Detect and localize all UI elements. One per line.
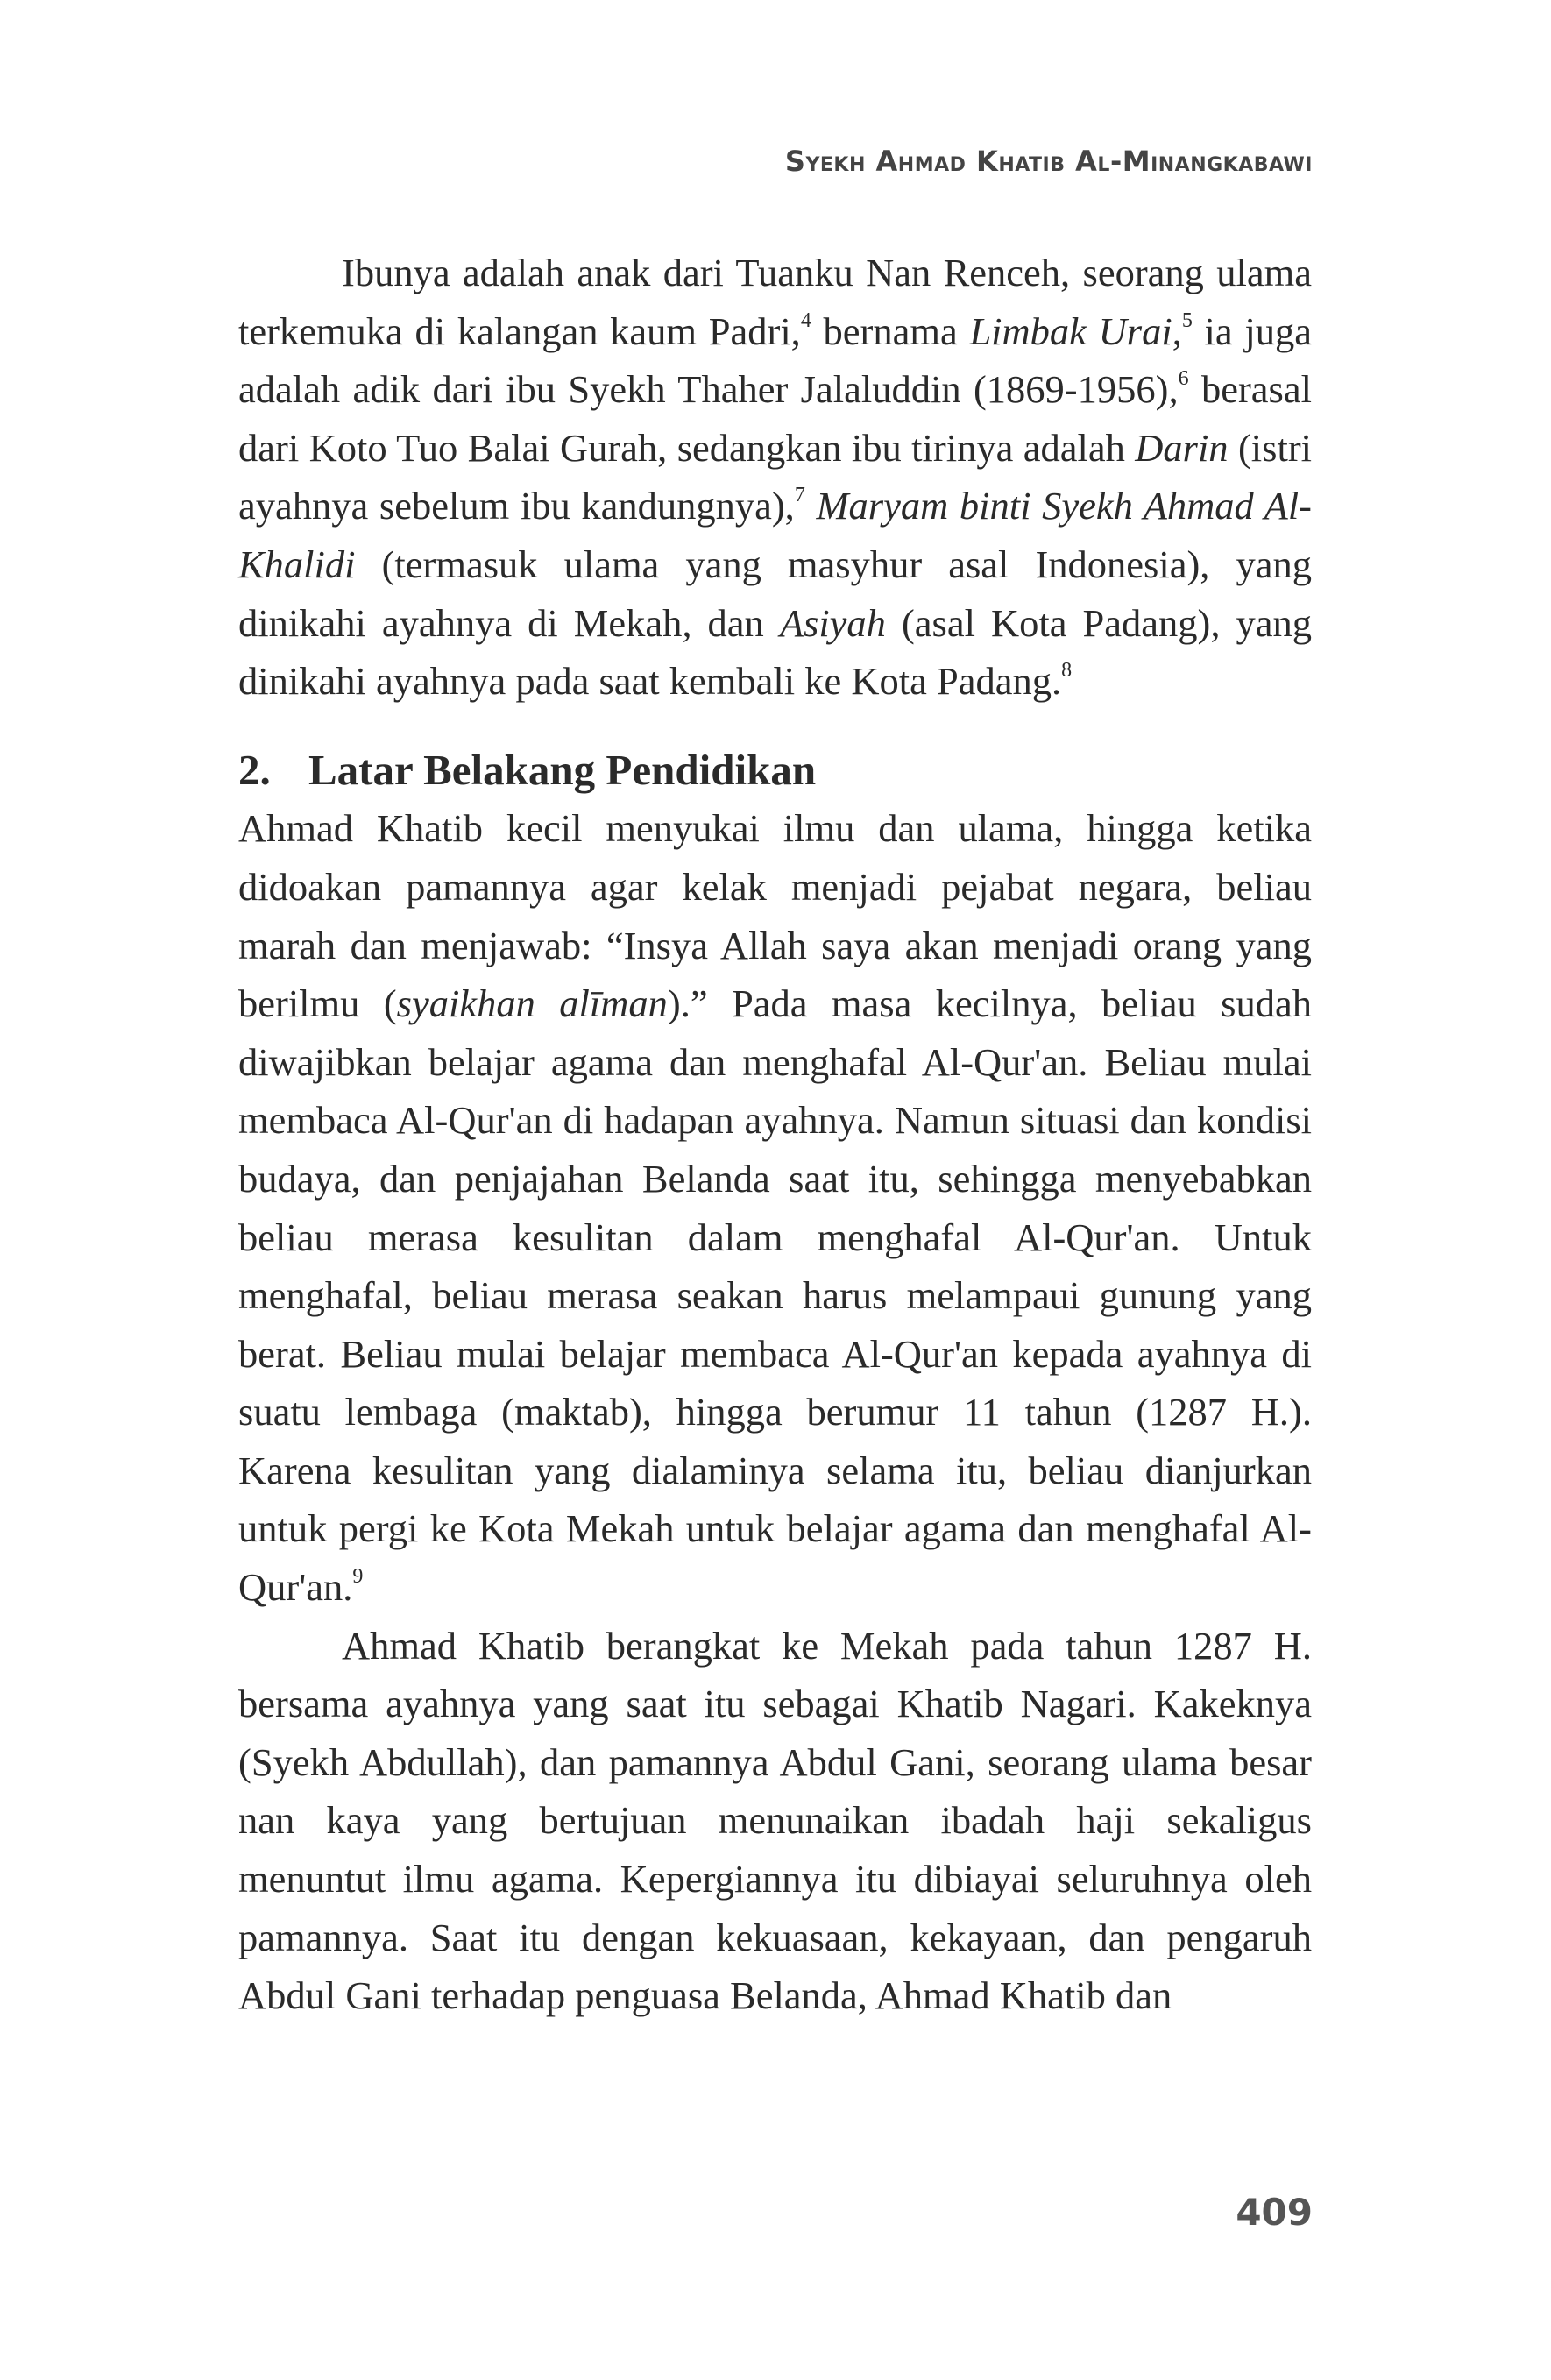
running-header-title: Syekh Ahmad Khatib Al-Minangkabawi (784, 145, 1313, 178)
paragraph-text: ).” Pada masa kecilnya, beliau sudah diwajibkan belajar agama dan menghafal Al-Qur'an. Beliau mulai membaca Al-Qur'an di hadapan ayahnya. Namun situasi dan kondisi budaya, dan penjajahan Belanda saat itu, sehingga menyebabkan beliau merasa kesulitan dalam menghafal Al-Qur'an. Untuk menghafal, beliau merasa seakan harus melampaui gunung yang berat. Beliau mulai belajar membaca Al-Qur'an kepada ayahnya di suatu lembaga (maktab), hingga berumur 11 tahun (1287 H.). Karena kesulitan yang dialaminya selama itu, beliau dianjurkan untuk pergi ke Kota Mekah untuk belajar agama dan menghafal Al-Qur'an. (238, 981, 1312, 1610)
footnote-ref: 5 (1181, 308, 1193, 332)
italic-name: Asiyah (779, 600, 886, 645)
footnote-ref: 7 (794, 484, 805, 507)
paragraph (238, 799, 1312, 1616)
footnote-ref: 4 (800, 308, 811, 332)
paragraph-text: Ibunya adalah anak dari Tuanku Nan Renceh, seorang ulama terkemuka di kalangan kaum Padri, (238, 251, 1312, 353)
paragraph-text: (termasuk ulama yang masyhur asal Indonesia), yang dinikahi ayahnya di Mekah, dan (238, 542, 1312, 645)
page-body (238, 244, 1312, 2025)
paragraph-text: Ahmad Khatib berangkat ke Mekah pada tahun 1287 H. bersama ayahnya yang saat itu sebagai Khatib Nagari. Kakeknya (Syekh Abdullah), dan pamannya Abdul Gani, seorang ulama besar nan kaya yang bertujuan menunaikan ibadah haji sekaligus menuntut ilmu agama. Kepergiannya itu dibiayai seluruhnya oleh pamannya. Saat itu dengan kekuasaan, kekayaan, dan pengaruh Abdul Gani terhadap penguasa Belanda, Ahmad Khatib dan (238, 1623, 1312, 2018)
paragraph-text: Ahmad Khatib kecil menyukai ilmu dan ulama, hingga ketika didoakan pamannya agar kelak menjadi pejabat negara, beliau marah dan menjawab: “Insya Allah saya akan menjadi orang yang berilmu ( (238, 806, 1312, 1026)
section-heading (238, 711, 1312, 800)
running-header (785, 145, 1313, 178)
footnote-ref: 8 (1061, 659, 1073, 683)
paragraph-text: , (1172, 308, 1182, 353)
paragraph-text: bernama (811, 308, 970, 353)
italic-name: Maryam binti Syekh Ahmad Al-Khalidi (238, 484, 1312, 586)
italic-name: Darin (1135, 425, 1229, 470)
italic-term: syaikhan alīman (396, 981, 668, 1026)
paragraph-text: berasal dari Koto Tuo Balai Gurah, sedangkan ibu tirinya adalah (238, 367, 1312, 470)
footnote-ref: 9 (352, 1565, 364, 1589)
paragraph-text: (asal Kota Padang), yang dinikahi ayahnya pada saat kembali ke Kota Padang. (238, 600, 1313, 704)
paragraph-text: ia juga adalah adik dari ibu Syekh Thaher Jalaluddin (1869-1956), (238, 308, 1313, 412)
section-number: 2. (238, 745, 271, 794)
paragraph (238, 244, 1312, 711)
section-title: Latar Belakang Pendidikan (308, 745, 817, 794)
paragraph (238, 1617, 1312, 2025)
italic-name: Limbak Urai (969, 308, 1172, 353)
footnote-ref: 6 (1178, 367, 1189, 391)
paragraph-text: (istri ayahnya sebelum ibu kandungnya), (238, 425, 1313, 528)
page-number: 409 (1236, 2191, 1313, 2234)
paragraph-text (805, 484, 817, 528)
